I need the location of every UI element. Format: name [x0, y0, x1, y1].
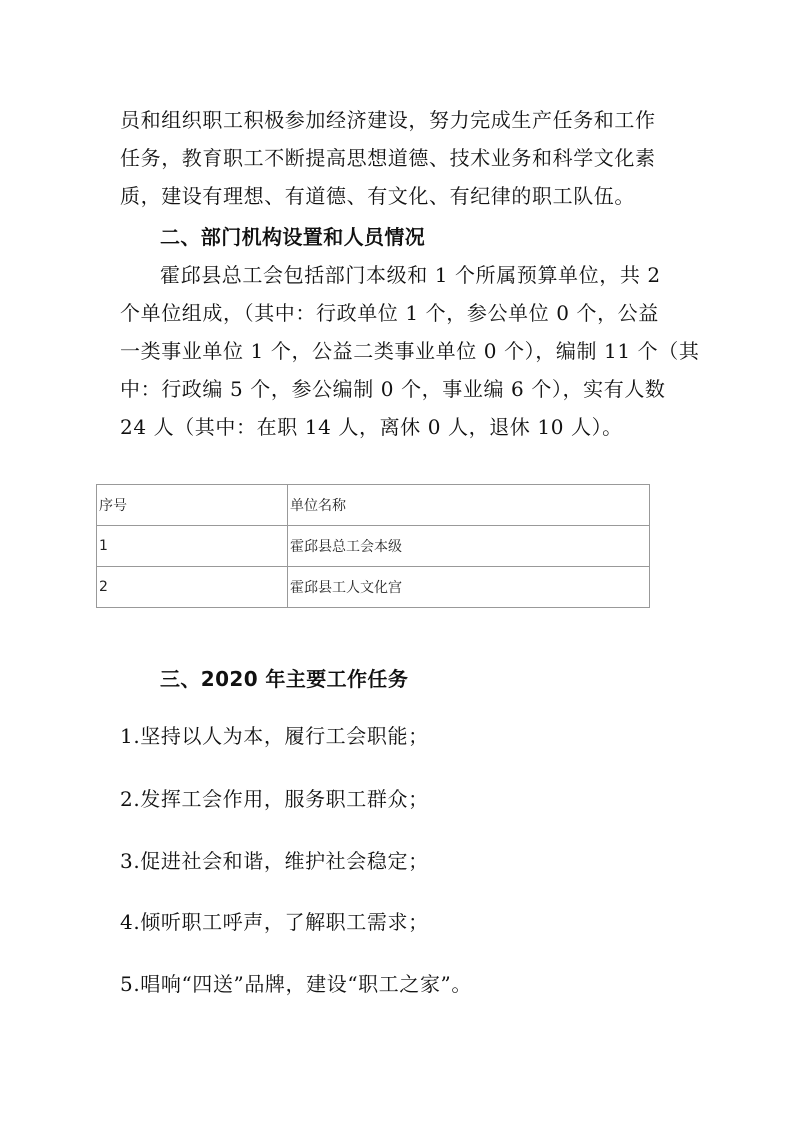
cell-unit-name: 霍邱县总工会本级 [288, 526, 650, 567]
section-2-line-4: 中：行政编 5 个，参公编制 0 个，事业编 6 个），实有人数 [120, 377, 666, 401]
task-item-1: 1.坚持以人为本，履行工会职能； [120, 724, 429, 748]
cell-serial: 1 [97, 526, 288, 567]
section-2-line-5: 24 人（其中：在职 14 人，离休 0 人，退休 10 人）。 [120, 415, 623, 439]
cell-unit-name: 霍邱县工人文化宫 [288, 567, 650, 608]
table-row [97, 567, 650, 608]
section-2-heading: 二、部门机构设置和人员情况 [160, 225, 426, 249]
section-3-heading: 三、2020 年主要工作任务 [160, 667, 409, 691]
section-2-line-1: 霍邱县总工会包括部门本级和 1 个所属预算单位，共 2 [160, 263, 661, 287]
table-header-row [97, 485, 650, 526]
intro-line-1: 员和组织职工积极参加经济建设，努力完成生产任务和工作 [120, 108, 656, 132]
header-unit-name: 单位名称 [288, 485, 650, 526]
task-item-4: 4.倾听职工呼声，了解职工需求； [120, 910, 429, 934]
section-2-line-2: 个单位组成，（其中：行政单位 1 个，参公单位 0 个，公益 [120, 301, 659, 325]
cell-serial: 2 [97, 567, 288, 608]
section-2-line-3: 一类事业单位 1 个，公益二类事业单位 0 个），编制 11 个（其 [120, 339, 700, 363]
task-item-5: 5.唱响“四送”品牌，建设“职工之家”。 [120, 972, 472, 996]
task-item-3: 3.促进社会和谐，维护社会稳定； [120, 849, 429, 873]
table-row [97, 526, 650, 567]
header-serial: 序号 [97, 485, 288, 526]
unit-table [96, 484, 650, 608]
intro-line-2: 任务，教育职工不断提高思想道德、技术业务和科学文化素 [120, 146, 656, 170]
intro-line-3: 质，建设有理想、有道德、有文化、有纪律的职工队伍。 [120, 184, 635, 208]
task-item-2: 2.发挥工会作用，服务职工群众； [120, 787, 429, 811]
